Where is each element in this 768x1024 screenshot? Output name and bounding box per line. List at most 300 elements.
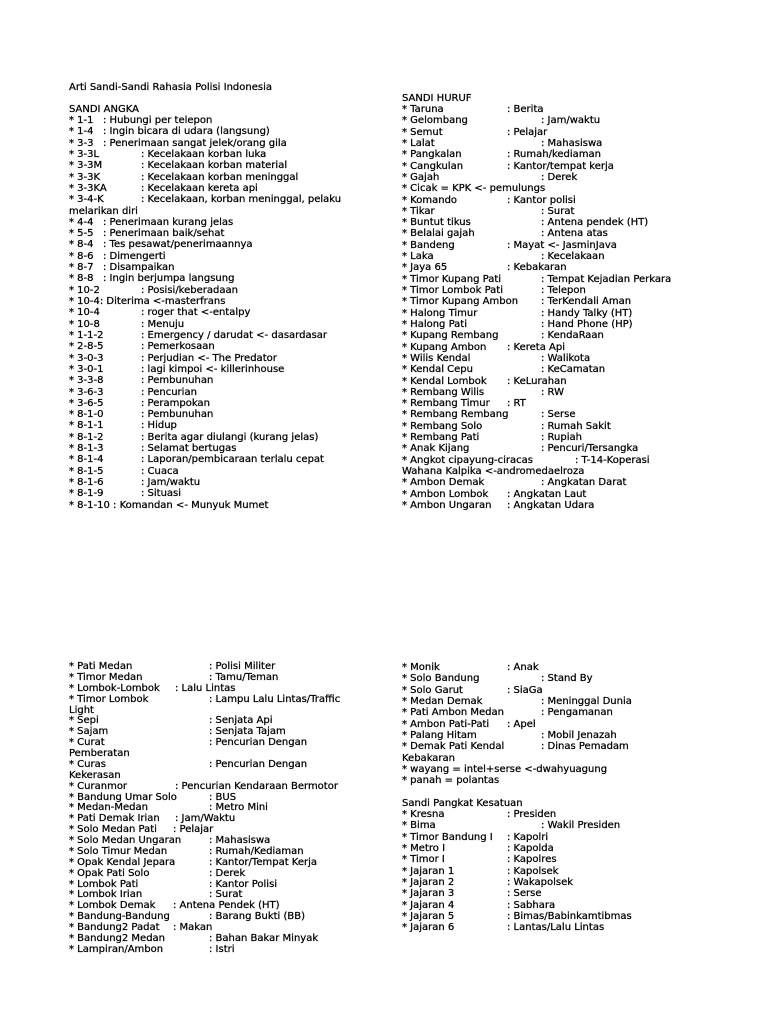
list-item	[402, 753, 607, 764]
code-term: * Lombok Pati	[69, 878, 139, 890]
list-item	[69, 466, 268, 477]
code-meaning: : Antena pendek (HT)	[541, 217, 649, 229]
code-term: * 3-6-5	[69, 397, 104, 409]
code-term: Kebakaran	[402, 752, 456, 764]
list-item	[69, 329, 328, 341]
list-item	[69, 443, 268, 454]
code-meaning: : Kecelakaan korban meninggal	[141, 171, 299, 183]
code-meaning: : Kecelakaan korban material	[141, 160, 288, 172]
code-term: * Pati Medan	[69, 661, 133, 672]
code-term: * Rembang Wilis	[402, 386, 485, 398]
list-item	[402, 729, 617, 741]
code-meaning: : Antena atas	[541, 228, 608, 240]
list-item	[69, 375, 268, 386]
code-term: * Sepi	[69, 715, 99, 727]
list-item	[402, 149, 602, 161]
code-meaning: : KeLurahan	[507, 375, 567, 387]
code-term: * panah = polantas	[402, 775, 500, 787]
list-item	[69, 454, 324, 466]
code-term: * Jajaran 1	[402, 865, 455, 877]
code-meaning: : Surat	[209, 889, 243, 901]
code-term: * Pangkalan	[402, 149, 462, 161]
code-term: Sandi Pangkat Kesatuan	[402, 797, 523, 809]
list-item	[402, 115, 601, 127]
list-item	[69, 420, 268, 431]
list-item	[402, 673, 607, 684]
code-term: * 3-6-3	[69, 386, 104, 398]
code-meaning: : RT	[507, 398, 526, 410]
code-meaning: : lagi kimpoi <- killerinhouse	[141, 363, 285, 375]
list-item	[402, 398, 584, 409]
code-meaning: : Pencuri/Tersangka	[541, 443, 639, 455]
sandi-angka-list	[69, 115, 342, 511]
list-item	[402, 239, 617, 251]
code-term: * Metro I	[402, 843, 446, 854]
code-meaning: : Derek	[541, 171, 578, 183]
list-item	[402, 466, 584, 477]
list-item	[402, 741, 629, 753]
code-meaning: : Kecelakaan kereta api	[141, 182, 258, 194]
code-term: * 3-3KA	[69, 182, 107, 194]
code-meaning: : Mayat <- JasminJava	[507, 239, 617, 251]
list-item	[402, 137, 603, 149]
code-meaning: : Bimas/Babinkamtibmas	[507, 910, 632, 922]
list-item	[69, 431, 319, 443]
list-item	[402, 387, 584, 398]
code-term: * 1-4	[69, 126, 94, 138]
code-meaning: : BUS	[209, 791, 237, 803]
list-item	[402, 662, 607, 673]
code-meaning: : Apel	[507, 718, 536, 730]
list-item	[402, 376, 584, 387]
code-meaning: : Penerimaan sangat jelek/orang gila	[103, 137, 287, 149]
code-term: * Bandeng	[402, 239, 455, 251]
code-meaning: : Mahasiswa	[541, 137, 603, 149]
code-term: * Semut	[402, 126, 443, 138]
list-item	[69, 398, 268, 409]
code-meaning: : Kecelakaan korban luka	[141, 148, 267, 160]
code-term: * 8-4	[69, 239, 94, 251]
code-term: * 10-4: Diterima <-masterfrans	[69, 296, 226, 307]
code-term: * Demak Pati Kendal	[402, 741, 505, 753]
code-meaning: : Jam/waktu	[141, 477, 201, 488]
code-meaning: : Kereta Api	[507, 341, 565, 353]
code-meaning: : Pelajar	[173, 824, 214, 836]
code-meaning: : Disampaikan	[103, 262, 175, 274]
code-meaning: : Metro Mini	[209, 802, 268, 814]
code-meaning: : Angkatan Udara	[507, 499, 595, 511]
code-meaning: : Makan	[173, 922, 213, 933]
code-term: * Jajaran 4	[402, 899, 455, 911]
code-term: * Pati Ambon Medan	[402, 707, 504, 719]
code-term: * Ambon Lombok	[402, 488, 489, 500]
code-term: * 10-8	[69, 318, 100, 330]
list-item	[402, 685, 607, 696]
code-term: * Ambon Pati-Pati	[402, 718, 490, 730]
code-term: * 3-3	[69, 137, 94, 149]
code-term: * Kresna	[402, 809, 445, 821]
list-item	[402, 285, 584, 296]
list-item	[69, 115, 268, 126]
code-term: * Curas	[69, 758, 106, 770]
list-item	[402, 104, 584, 115]
sandi-lanjutan-list	[69, 661, 341, 956]
list-item	[402, 900, 607, 911]
code-term: * Bandung Umar Solo	[69, 791, 177, 803]
code-term: * Curat	[69, 737, 105, 749]
list-item	[402, 217, 649, 229]
code-term: * Solo Timur Medan	[69, 845, 168, 857]
code-meaning: : Perjudian <- The Predator	[141, 352, 277, 364]
list-item	[402, 922, 607, 933]
code-meaning: : Tes pesawat/penerimaannya	[103, 239, 253, 251]
code-meaning: : Jam/Waktu	[175, 813, 236, 825]
list-item	[69, 943, 235, 956]
code-term: * Jajaran 6	[402, 922, 455, 934]
code-meaning: : KeCamatan	[541, 364, 606, 376]
code-meaning: : Kantor/tempat kerja	[507, 160, 614, 172]
code-meaning: : Berita	[507, 104, 544, 115]
code-term: * 8-1-4	[69, 454, 104, 466]
code-term: Light	[69, 704, 94, 716]
list-item	[69, 171, 299, 183]
list-item	[402, 877, 607, 888]
list-item	[69, 477, 268, 488]
list-item	[69, 149, 268, 160]
code-meaning: : Antena Pendek (HT)	[173, 900, 280, 912]
code-meaning: : Senjata Tajam	[209, 726, 286, 738]
code-term: * Rembang Rembang	[402, 409, 509, 421]
list-item	[402, 454, 650, 466]
code-meaning: : Jam/waktu	[541, 115, 601, 127]
list-item	[402, 843, 607, 854]
code-meaning: : Pembunuhan	[141, 409, 214, 421]
code-term: * Gajah	[402, 171, 440, 183]
list-item	[69, 488, 268, 499]
list-item	[69, 319, 268, 330]
list-item	[402, 409, 584, 420]
code-term: * Kupang Ambon	[402, 341, 487, 353]
list-item	[69, 352, 277, 364]
code-meaning: : Pelajar	[507, 126, 548, 138]
code-term: * 3-0-3	[69, 352, 104, 364]
code-term: * Kendal Cepu	[402, 364, 473, 376]
list-item	[402, 809, 607, 820]
code-term: * 8-7	[69, 262, 94, 274]
list-item	[69, 217, 268, 228]
code-term: * Buntut tikus	[402, 217, 471, 229]
list-item	[402, 342, 584, 353]
code-meaning: : Menuju	[141, 318, 185, 330]
list-item	[402, 183, 584, 194]
code-meaning: : Kecelakaan, korban meninggal, pelaku	[141, 194, 342, 206]
code-term: * Solo Medan Ungaran	[69, 835, 182, 846]
code-meaning: : Mahasiswa	[209, 835, 271, 846]
code-meaning: : Kebakaran	[507, 262, 567, 274]
code-meaning: : Pemerkosaan	[141, 341, 215, 353]
code-meaning: : Wakapolsek	[507, 876, 574, 888]
list-item	[402, 364, 606, 376]
list-item	[402, 786, 607, 797]
code-meaning: : Serse	[507, 888, 542, 900]
code-term: * Jajaran 3	[402, 888, 455, 900]
list-item	[402, 443, 639, 455]
code-term: * wayang = intel+serse <-dwahyuagung	[402, 763, 608, 775]
code-meaning: : Berita agar diulangi (kurang jelas)	[141, 431, 319, 443]
code-term: * 2-8-5	[69, 341, 104, 353]
code-meaning: : Tempat Kejadian Perkara	[541, 273, 672, 285]
code-term: * Timor Kupang Pati	[402, 273, 502, 285]
code-meaning: : Pencurian Dengan	[209, 758, 308, 770]
code-meaning: : Rupiah	[541, 432, 582, 444]
code-meaning: : Derek	[209, 867, 246, 879]
list-item	[402, 160, 614, 172]
code-meaning: : Dinas Pemadam	[541, 741, 629, 753]
code-term: * Timor I	[402, 854, 445, 866]
list-item	[69, 296, 268, 307]
code-term: * 3-3L	[69, 148, 100, 160]
list-item	[69, 307, 268, 318]
list-item	[402, 888, 607, 899]
code-meaning: : Tamu/Teman	[209, 671, 279, 683]
code-meaning: : Serse	[541, 409, 576, 421]
code-term: * 8-1-2	[69, 431, 104, 443]
list-item	[402, 251, 605, 263]
list-item	[402, 866, 607, 877]
code-term: * 8-6	[69, 250, 94, 262]
code-term: * 1-1	[69, 115, 94, 126]
code-term: * Jaya 65	[402, 262, 448, 274]
code-term: * 3-0-1	[69, 363, 104, 375]
code-term: * 8-1-6	[69, 477, 104, 488]
code-meaning: : Wakil Presiden	[541, 820, 621, 832]
list-item	[402, 307, 633, 319]
code-term: * 5-5	[69, 228, 94, 240]
code-meaning: : Telepon	[541, 285, 586, 296]
code-meaning: : Kecelakaan	[541, 251, 605, 263]
code-term: * Rembang Timur	[402, 398, 490, 410]
code-meaning: : Pencurian Dengan	[209, 737, 308, 749]
code-meaning: : Kantor/Tempat Kerja	[209, 856, 318, 868]
code-term: * Lampiran/Ambon	[69, 943, 164, 955]
code-term: * Curanmor	[69, 780, 128, 792]
code-meaning: : Kapolres	[507, 854, 557, 866]
code-term: * Taruna	[402, 104, 444, 115]
list-item	[402, 432, 584, 443]
code-term: * Opak Kendal Jepara	[69, 856, 176, 868]
code-term: * Belalai gajah	[402, 228, 475, 240]
code-meaning: : Angkatan Laut	[507, 488, 587, 500]
code-meaning: : Emergency / darudat <- dasardasar	[141, 329, 328, 341]
list-item	[69, 137, 287, 149]
code-meaning: : Dimengerti	[103, 250, 166, 262]
code-meaning: : Pencurian Kendaraan Bermotor	[175, 780, 338, 792]
code-term: * Halong Timur	[402, 307, 478, 319]
code-term: * Bandung2 Medan	[69, 932, 166, 944]
code-meaning: : Hubungi per telepon	[103, 115, 213, 126]
list-item	[69, 500, 268, 511]
code-term: * Palang Hitam	[402, 729, 477, 741]
list-item	[402, 420, 611, 432]
code-term: melarikan diri	[69, 205, 138, 217]
code-meaning: : Selamat bertugas	[141, 443, 237, 455]
code-meaning: : TerKendali Aman	[541, 296, 632, 308]
code-meaning: : Hidup	[141, 420, 177, 432]
list-item	[69, 228, 268, 239]
code-term: * Cicak = KPK <- pemulungs	[402, 183, 546, 195]
list-item	[402, 719, 607, 730]
code-meaning: : Ingin bicara di udara (langsung)	[103, 126, 270, 138]
code-meaning: : Rumah Sakit	[541, 420, 611, 432]
list-item	[402, 330, 604, 342]
list-item	[402, 262, 584, 273]
list-item	[69, 251, 268, 262]
document-title: Arti Sandi-Sandi Rahasia Polisi Indonesia	[69, 82, 272, 93]
code-term: * Solo Garut	[402, 684, 463, 696]
code-term: * Gelombang	[402, 115, 468, 127]
code-term: * 3-3K	[69, 171, 101, 183]
code-term: * Wilis Kendal	[402, 352, 471, 364]
sandi-huruf-heading: SANDI HURUF	[402, 93, 472, 104]
code-term: * Kendal Lombok	[402, 375, 487, 387]
code-meaning: : T-14-Koperasi	[575, 454, 650, 466]
code-meaning: : Kapolda	[507, 843, 554, 854]
code-meaning: : Sabhara	[507, 899, 556, 911]
list-item	[402, 775, 607, 786]
list-item	[69, 183, 268, 194]
code-term: * Lalat	[402, 137, 435, 149]
list-item	[402, 488, 587, 500]
code-term: * Timor Medan	[69, 671, 143, 683]
code-term: * Bandung-Bandung	[69, 911, 170, 923]
code-term: * 8-8	[69, 273, 94, 285]
code-meaning: : Laporan/pembicaraan terlalu cepat	[141, 454, 324, 466]
code-term: * Medan-Medan	[69, 802, 148, 814]
code-term: * Tikar	[402, 205, 435, 217]
code-meaning: : Stand By	[541, 673, 593, 685]
code-meaning: : KendaRaan	[541, 330, 604, 342]
list-item	[69, 206, 268, 217]
code-term: * Anak Kijang	[402, 443, 470, 455]
code-term: * 8-1-9	[69, 488, 104, 500]
code-term: * Medan Demak	[402, 695, 483, 707]
code-term: * Bima	[402, 820, 436, 832]
code-term: * Komando	[402, 194, 458, 206]
list-item	[69, 273, 268, 284]
code-term: * Bandung2 Padat	[69, 922, 160, 933]
code-term: * 10-4	[69, 307, 100, 319]
list-item	[402, 477, 627, 489]
code-meaning: : Pengamanan	[541, 707, 613, 719]
code-term: * 8-1-0	[69, 409, 104, 421]
list-item	[69, 285, 268, 296]
code-term: * Halong Pati	[402, 318, 467, 330]
list-item	[69, 194, 342, 206]
code-meaning: : Bahan Bakar Minyak	[209, 932, 319, 944]
code-meaning: : Polisi Militer	[209, 661, 276, 672]
code-term: * Lombok Irian	[69, 889, 143, 901]
list-item	[69, 363, 285, 375]
list-item	[69, 239, 268, 250]
code-meaning: : Ingin berjumpa langsung	[103, 273, 235, 285]
code-term: * 10-2	[69, 284, 100, 296]
code-term: * 4-4	[69, 216, 94, 228]
code-meaning: : Cuaca	[141, 465, 179, 477]
list-item	[402, 228, 608, 240]
list-item	[402, 127, 584, 138]
code-meaning: : Penerimaan kurang jelas	[103, 216, 234, 228]
code-meaning: : Pencurian	[141, 386, 197, 398]
code-meaning: : Senjata Api	[209, 715, 273, 727]
list-item	[69, 341, 268, 352]
code-meaning: : SiaGa	[507, 684, 543, 696]
sandi-pangkat-list	[402, 662, 632, 934]
code-meaning: : Angkatan Darat	[541, 477, 627, 489]
list-item	[402, 764, 607, 775]
code-term: * Pati Demak Irian	[69, 813, 160, 825]
code-meaning: : Perampokan	[141, 397, 210, 409]
code-term: * 8-1-1	[69, 420, 104, 432]
list-item	[402, 820, 621, 832]
code-meaning: : Kapolsek	[507, 865, 559, 877]
code-term: * Kupang Rembang	[402, 330, 499, 342]
code-meaning: : Kantor Polisi	[209, 878, 278, 890]
sandi-angka-heading: SANDI ANGKA	[69, 104, 139, 115]
code-meaning: : Anak	[507, 662, 539, 673]
code-term: * Solo Bandung	[402, 673, 480, 685]
list-item	[402, 707, 613, 719]
code-meaning: : Kapolri	[507, 831, 549, 843]
code-meaning: : RW	[541, 386, 564, 398]
list-item	[402, 195, 584, 206]
list-item	[402, 798, 607, 809]
code-meaning: : Handy Talky (HT)	[541, 307, 633, 319]
code-meaning: : Barang Bukti (BB)	[209, 911, 306, 923]
code-term: * Ambon Demak	[402, 477, 485, 489]
code-term: * 1-1-2	[69, 329, 104, 341]
code-meaning: : Surat	[541, 205, 575, 217]
list-item	[69, 387, 268, 398]
list-item	[402, 499, 595, 511]
code-term: * 3-3-8	[69, 375, 104, 387]
code-meaning: : Presiden	[507, 809, 557, 821]
code-meaning: : Hand Phone (HP)	[541, 318, 633, 330]
code-meaning: : Pembunuhan	[141, 375, 214, 387]
list-item	[402, 854, 607, 865]
list-item	[402, 832, 607, 843]
list-item	[402, 352, 591, 364]
list-item	[69, 160, 288, 172]
list-item	[69, 262, 268, 273]
code-term: * 3-3M	[69, 160, 103, 172]
list-item	[402, 273, 672, 285]
code-term: * Lombok-Lombok	[69, 682, 160, 694]
code-term: * Sajam	[69, 726, 109, 738]
list-item	[402, 206, 584, 217]
code-term: * Rembang Solo	[402, 420, 483, 432]
code-term: * Timor Lombok Pati	[402, 285, 504, 296]
code-meaning: : Istri	[209, 943, 235, 955]
code-meaning: : roger that <-entalpy	[141, 307, 251, 319]
list-item	[69, 409, 268, 420]
list-item	[402, 296, 632, 308]
code-meaning: : Penerimaan baik/sehat	[103, 228, 225, 240]
code-meaning: : Rumah/Kediaman	[209, 845, 304, 857]
code-term: * Jajaran 2	[402, 876, 455, 888]
code-term: * 8-1-5	[69, 465, 104, 477]
code-term: * 8-1-10 : Komandan <- Munyuk Mumet	[69, 499, 269, 511]
code-term: * Timor Kupang Ambon	[402, 296, 519, 308]
